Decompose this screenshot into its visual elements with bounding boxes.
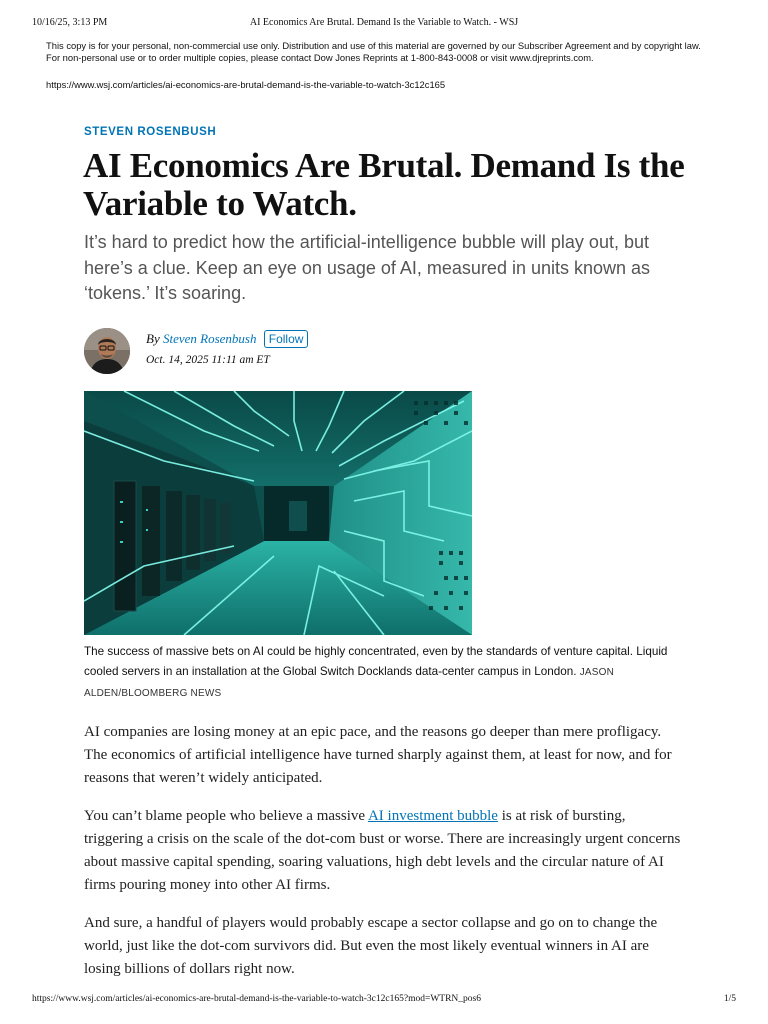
page-number: 1/5 [723, 994, 736, 1004]
data-center-photo [84, 391, 472, 635]
notice-line-1: This copy is for your personal, non-commercial use only. Distribution and use of this material are governed by our Subscriber Agreement and by copyright law. [46, 40, 701, 51]
copyright-notice [46, 40, 728, 63]
follow-button[interactable]: Follow [264, 330, 309, 348]
article-photo [84, 391, 472, 635]
dek: It’s hard to predict how the artificial-intelligence bubble will play out, but here’s a clue. Keep an eye on usage of AI, measured in units known as ‘tokens.’ It’s soaring. [84, 232, 651, 303]
byline-prefix: By [146, 331, 160, 346]
print-page-title: AI Economics Are Brutal. Demand Is the Variable to Watch. - WSJ [249, 17, 519, 28]
photo-credit: JASON ALDEN/BLOOMBERG NEWS [84, 667, 615, 699]
body-paragraph-1: AI companies are losing money at an epic pace, and the reasons go deeper than mere profligacy. The economics of artificial intelligence have turned sharply against them, at least for now, and for reasons that weren’t widely anticipated. [84, 724, 672, 786]
body-paragraph-3: And sure, a handful of players would probably escape a sector collapse and go on to change the world, just like the dot-com survivors did. But even the most likely eventual winners in AI are losing billions of dollars right now. [84, 915, 658, 977]
publish-date: Oct. 14, 2025 11:11 am ET [146, 354, 270, 366]
print-datetime: 10/16/25, 3:13 PM [32, 17, 108, 28]
headline: AI Economics Are Brutal. Demand Is the Variable to Watch. [83, 146, 685, 223]
article-url[interactable]: https://www.wsj.com/articles/ai-economics-are-brutal-demand-is-the-variable-to-watch-3c12c165 [46, 79, 446, 90]
author-kicker[interactable]: STEVEN ROSENBUSH [84, 126, 217, 138]
p2-text-before: You can’t blame people who believe a massive [84, 808, 368, 824]
notice-line-2: For non-personal use or to order multiple copies, please contact Dow Jones Reprints at 1-800-843-0008 or visit www.djreprints.com. [46, 51, 594, 63]
avatar [84, 328, 130, 374]
caption-text: The success of massive bets on AI could be highly concentrated, even by the standards of venture capital. Liquid cooled servers in an installation at the Global Switch Docklands data-center campus in London. [84, 645, 668, 678]
print-footer-url: https://www.wsj.com/articles/ai-economics-are-brutal-demand-is-the-variable-to-watch-3c12c165?mod=WTRN_pos6 [32, 994, 481, 1004]
body-paragraph-2 [84, 805, 684, 897]
ai-investment-bubble-link[interactable]: AI investment bubble [367, 808, 498, 824]
p2-text-after: is at risk of bursting, triggering a crisis on the scale of the dot-com bust or worse. There are increasingly urgent concerns about massive capital spending, soaring valuations, high debt levels and the circular nature of AI firms pouring money into other AI firms. [84, 808, 681, 893]
author-link[interactable]: Steven Rosenbush [162, 331, 257, 346]
author-photo-icon [84, 328, 130, 374]
photo-caption [84, 642, 684, 704]
byline [146, 330, 308, 348]
